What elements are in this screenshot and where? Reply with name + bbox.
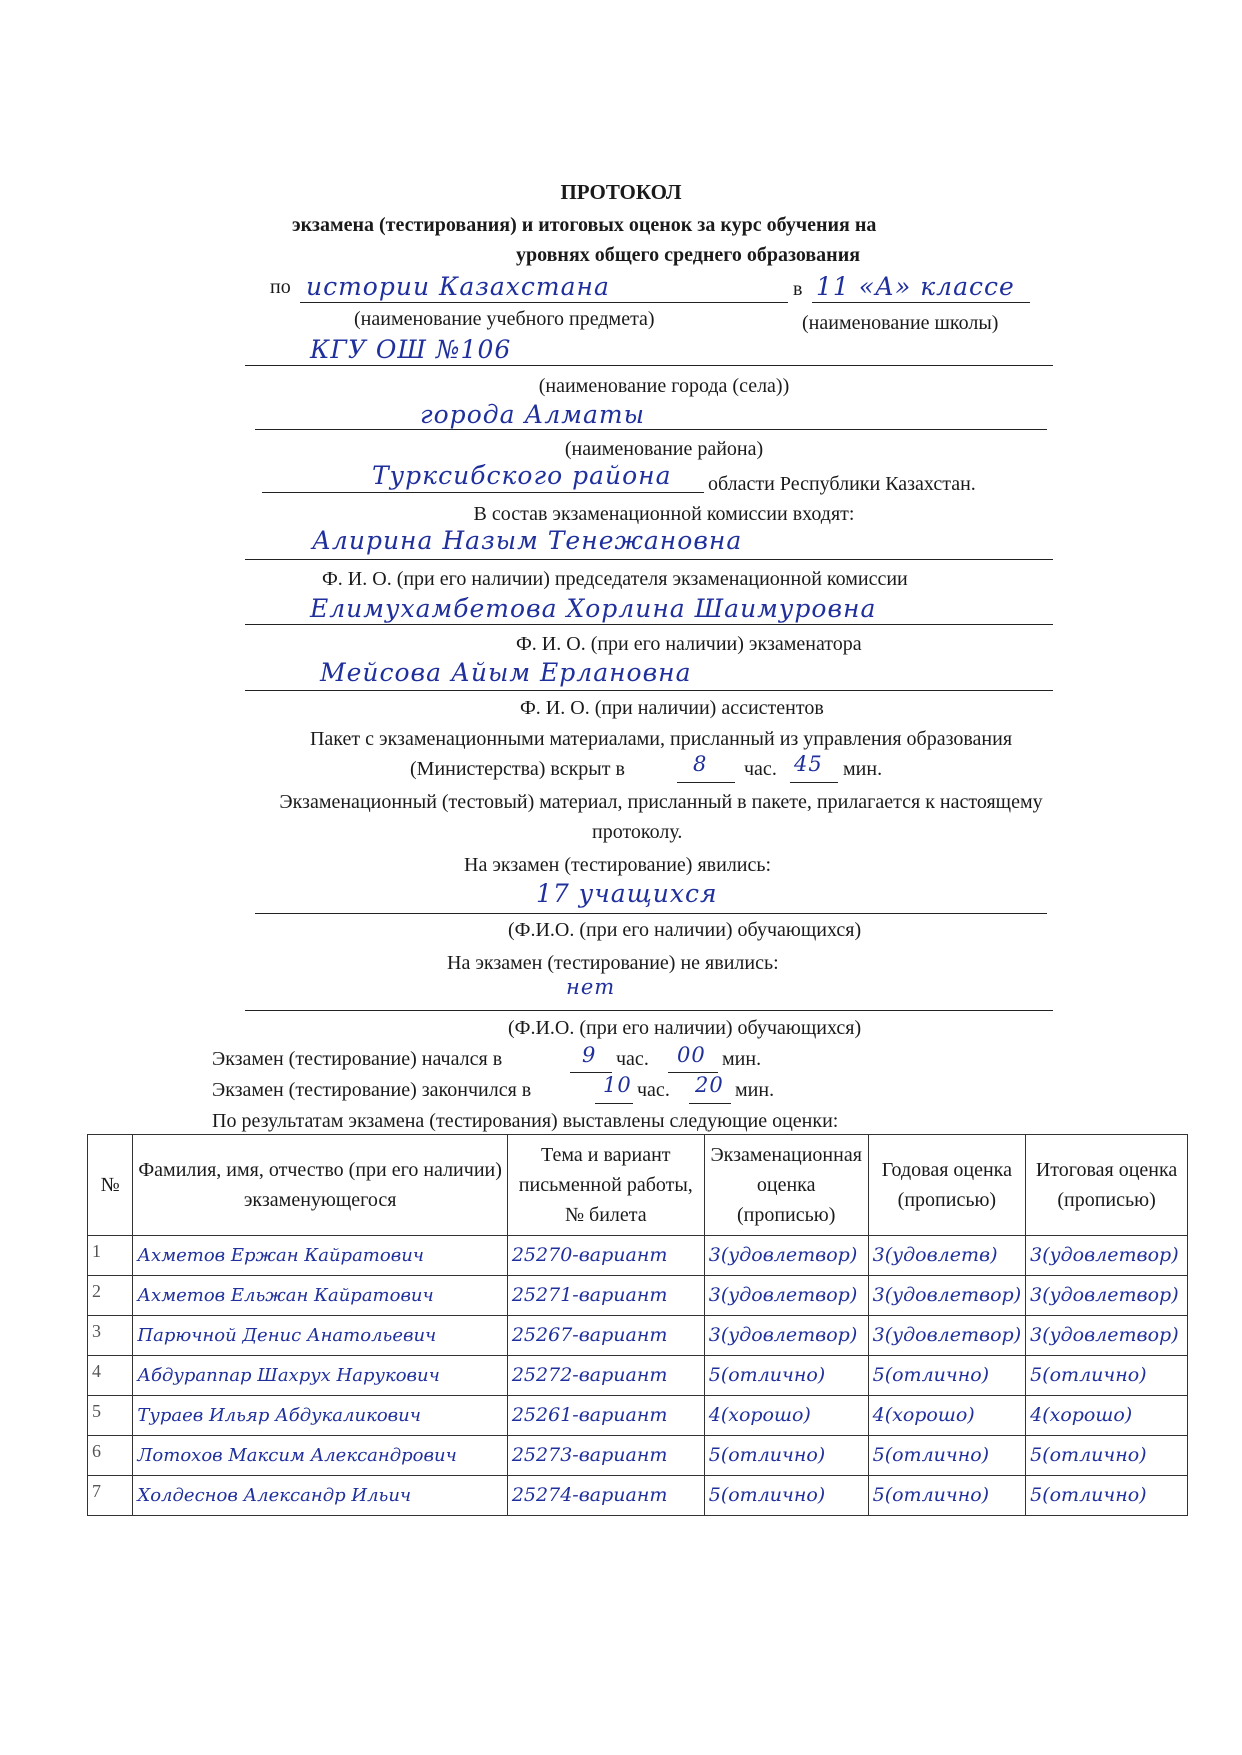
exam-grade: 3(удовлетвор) (704, 1316, 868, 1356)
variant: 25272-вариант (507, 1356, 704, 1396)
material-line2: протоколу. (592, 821, 683, 843)
header-final-grade: Итоговая оценка (прописью) (1026, 1135, 1188, 1236)
variant: 25261-вариант (507, 1396, 704, 1436)
class-value: 11 «А» классе (816, 272, 1015, 301)
table-row (88, 1236, 1188, 1276)
packet-line1: Пакет с экзаменационными материалами, присланный из управления образования (309, 728, 1013, 750)
header-student-name: Фамилия, имя, отчество (при его наличии) экзаменующегося (133, 1135, 507, 1236)
variant: 25274-вариант (507, 1476, 704, 1516)
row-number: 5 (88, 1396, 133, 1436)
commission-label: В состав экзаменационной комиссии входят: (473, 503, 855, 525)
student-name: Лотохов Максим Александрович (133, 1436, 507, 1476)
final-grade: 5(отлично) (1026, 1476, 1188, 1516)
exam-grade: 3(удовлетвор) (704, 1276, 868, 1316)
final-grade: 5(отлично) (1026, 1436, 1188, 1476)
district-value: Турксибского района (372, 461, 672, 490)
assistant-value: Мейсова Айым Ерлановна (320, 658, 692, 687)
table-row (88, 1476, 1188, 1516)
packet-line2-c: мин. (843, 758, 883, 780)
final-grade: 5(отлично) (1026, 1356, 1188, 1396)
variant: 25273-вариант (507, 1436, 704, 1476)
year-grade: 3(удовлетвор) (868, 1316, 1026, 1356)
city-caption: (наименование города (села)) (538, 375, 790, 397)
packet-hour: 8 (693, 752, 708, 776)
header-year-grade: Годовая оценка (прописью) (868, 1135, 1026, 1236)
end-text-c: мин. (735, 1079, 775, 1101)
results-label: По результатам экзамена (тестирования) выставлены следующие оценки: (212, 1110, 839, 1132)
exam-grade: 5(отлично) (704, 1476, 868, 1516)
final-grade: 3(удовлетвор) (1026, 1236, 1188, 1276)
document-title: ПРОТОКОЛ (560, 180, 682, 204)
row-number: 1 (88, 1236, 133, 1276)
examiner-value: Елимухамбетова Хорлина Шаимуровна (310, 594, 877, 623)
absent-label: На экзамен (тестирование) не явились: (447, 952, 779, 974)
absent-value: нет (566, 975, 616, 999)
row-number: 4 (88, 1356, 133, 1396)
exam-grade: 5(отлично) (704, 1356, 868, 1396)
student-name: Парючной Денис Анатольевич (133, 1316, 507, 1356)
row-number: 2 (88, 1276, 133, 1316)
table-row (88, 1316, 1188, 1356)
final-grade: 3(удовлетвор) (1026, 1276, 1188, 1316)
end-text-b: час. (637, 1079, 670, 1101)
absent-caption: (Ф.И.О. (при его наличии) обучающихся) (508, 1017, 862, 1039)
end-text-a: Экзамен (тестирование) закончился в (212, 1079, 532, 1101)
student-name: Тураев Ильяр Абдукаликович (133, 1396, 507, 1436)
table-header-row (88, 1135, 1188, 1236)
chair-caption: Ф. И. О. (при его наличии) председателя экзаменационной комиссии (322, 568, 908, 590)
city-value: города Алматы (420, 400, 645, 429)
packet-line2-b: час. (744, 758, 777, 780)
student-name: Ахметов Ержан Кайратович (133, 1236, 507, 1276)
document-subtitle-line1: экзамена (тестирования) и итоговых оценок за курс обучения на (292, 214, 877, 236)
present-caption: (Ф.И.О. (при его наличии) обучающихся) (508, 919, 862, 941)
header-number: № (88, 1135, 133, 1236)
final-grade: 4(хорошо) (1026, 1396, 1188, 1436)
student-name: Ахметов Ельжан Кайратович (133, 1276, 507, 1316)
district-caption: (наименование района) (564, 438, 764, 460)
school-value: КГУ ОШ №106 (310, 335, 512, 364)
final-grade: 3(удовлетвор) (1026, 1316, 1188, 1356)
student-name: Холдеснов Александр Ильич (133, 1476, 507, 1516)
exam-grade: 4(хорошо) (704, 1396, 868, 1436)
start-text-a: Экзамен (тестирование) начался в (212, 1048, 503, 1070)
year-grade: 3(удовлетвор) (868, 1276, 1026, 1316)
table-row (88, 1276, 1188, 1316)
school-caption: (наименование школы) (802, 312, 999, 334)
table-row (88, 1436, 1188, 1476)
table-row (88, 1356, 1188, 1396)
start-text-c: мин. (722, 1048, 762, 1070)
subject-value: истории Казахстана (306, 272, 610, 301)
start-hour: 9 (582, 1043, 597, 1067)
table-row (88, 1396, 1188, 1436)
row-number: 7 (88, 1476, 133, 1516)
present-value: 17 учащихся (536, 879, 718, 908)
variant: 25270-вариант (507, 1236, 704, 1276)
row-number: 3 (88, 1316, 133, 1356)
class-prefix: в (793, 278, 803, 300)
variant: 25267-вариант (507, 1316, 704, 1356)
variant: 25271-вариант (507, 1276, 704, 1316)
row-number: 6 (88, 1436, 133, 1476)
subject-prefix: по (270, 276, 291, 298)
end-min: 20 (695, 1073, 724, 1097)
chair-value: Алирина Назым Тенежановна (312, 526, 743, 555)
subject-caption: (наименование учебного предмета) (354, 308, 655, 330)
start-min: 00 (677, 1043, 706, 1067)
year-grade: 3(удовлетв) (868, 1236, 1026, 1276)
exam-grade: 3(удовлетвор) (704, 1236, 868, 1276)
header-variant: Тема и вариант письменной работы, № билета (507, 1135, 704, 1236)
exam-grade: 5(отлично) (704, 1436, 868, 1476)
examiner-caption: Ф. И. О. (при его наличии) экзаменатора (516, 633, 862, 655)
present-label: На экзамен (тестирование) явились: (464, 854, 772, 876)
year-grade: 5(отлично) (868, 1356, 1026, 1396)
packet-line2-a: (Министерства) вскрыт в (410, 758, 625, 780)
end-hour: 10 (603, 1073, 632, 1097)
year-grade: 4(хорошо) (868, 1396, 1026, 1436)
start-text-b: час. (616, 1048, 649, 1070)
year-grade: 5(отлично) (868, 1476, 1026, 1516)
district-suffix: области Республики Казахстан. (708, 473, 976, 495)
document-subtitle-line2: уровнях общего среднего образования (516, 244, 861, 266)
year-grade: 5(отлично) (868, 1436, 1026, 1476)
student-name: Абдураппар Шахрух Нарукович (133, 1356, 507, 1396)
packet-min: 45 (794, 752, 823, 776)
header-exam-grade: Экзаменационная оценка (прописью) (704, 1135, 868, 1236)
assistant-caption: Ф. И. О. (при наличии) ассистентов (520, 697, 824, 719)
grades-table (87, 1134, 1188, 1516)
material-line1: Экзаменационный (тестовый) материал, присланный в пакете, прилагается к настоящему (279, 791, 1043, 813)
